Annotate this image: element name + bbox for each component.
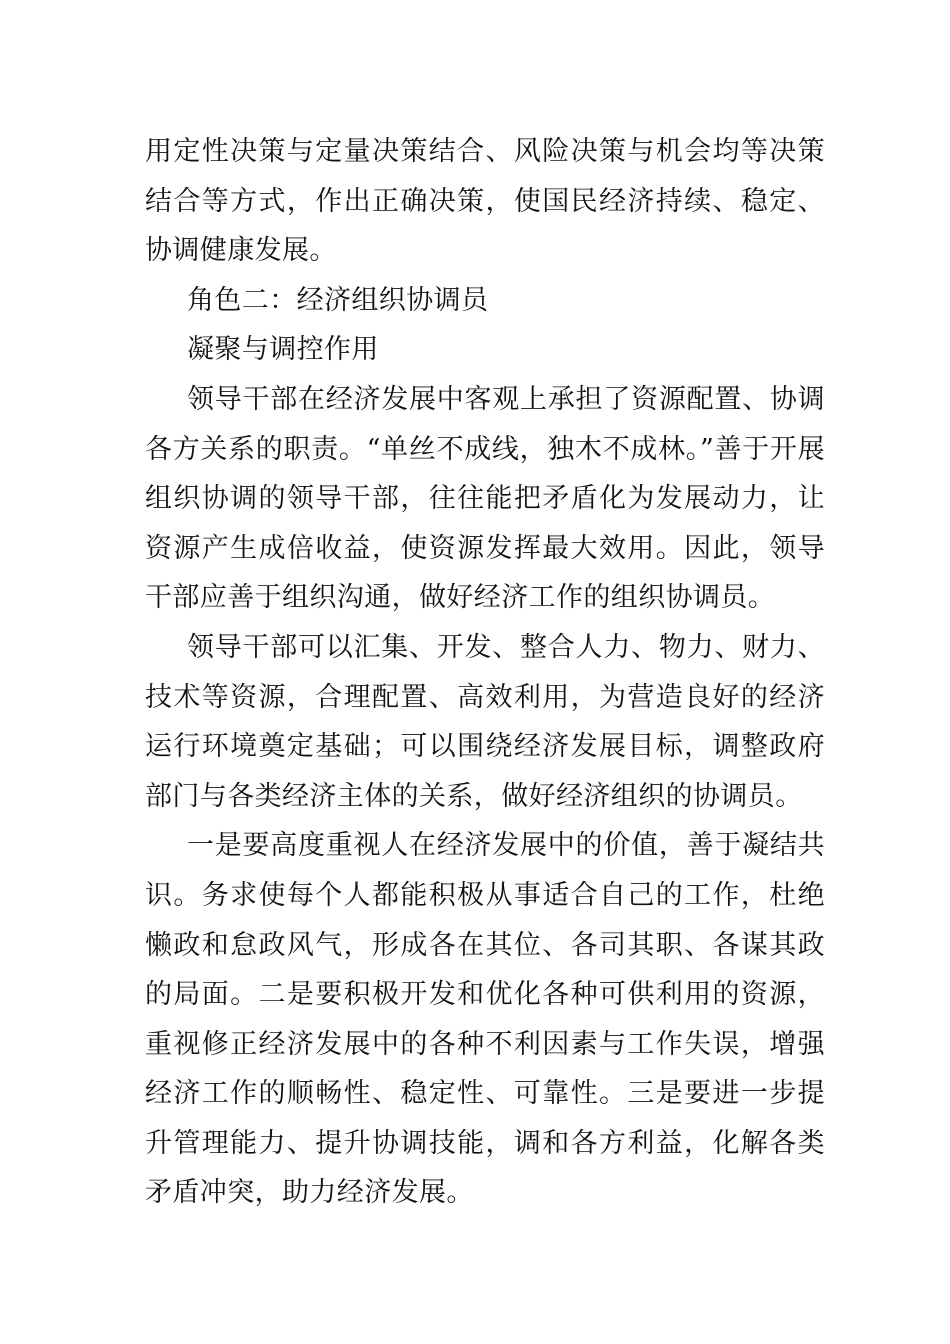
- paragraph-continuation: 用定性决策与定量决策结合、风险决策与机会均等决策结合等方式，作出正确决策，使国民经济持续、稳定、协调健康发展。: [145, 136, 825, 267]
- body-paragraph: 领导干部可以汇集、开发、整合人力、物力、财力、技术等资源，合理配置、高效利用，为营造良好的经济运行环境奠定基础；可以围绕经济发展目标，调整政府部门与各类经济主体的关系，做好经济组织的协调员。: [145, 631, 825, 812]
- body-paragraph: 一是要高度重视人在经济发展中的价值，善于凝结共识。务求使每个人都能积极从事适合自己的工作，杜绝懒政和怠政风气，形成各在其位、各司其职、各谋其政的局面。二是要积极开发和优化各种可供利用的资源，重视修正经济发展中的各种不利因素与工作失误，增强经济工作的顺畅性、稳定性、可靠性。三是要进一步提升管理能力、提升协调技能，调和各方利益，化解各类矛盾冲突，助力经济发展。: [145, 830, 825, 1209]
- role-heading: 角色二：经济组织协调员: [187, 284, 489, 316]
- body-paragraph: 领导干部在经济发展中客观上承担了资源配置、协调各方关系的职责。“单丝不成线，独木不成林。”善于开展组织协调的领导干部，往往能把矛盾化为发展动力，让资源产生成倍收益，使资源发挥最大效用。因此，领导干部应善于组织沟通，做好经济工作的组织协调员。: [145, 383, 825, 614]
- document-body: [145, 127, 825, 1218]
- section-subheading: 凝聚与调控作用: [187, 334, 379, 366]
